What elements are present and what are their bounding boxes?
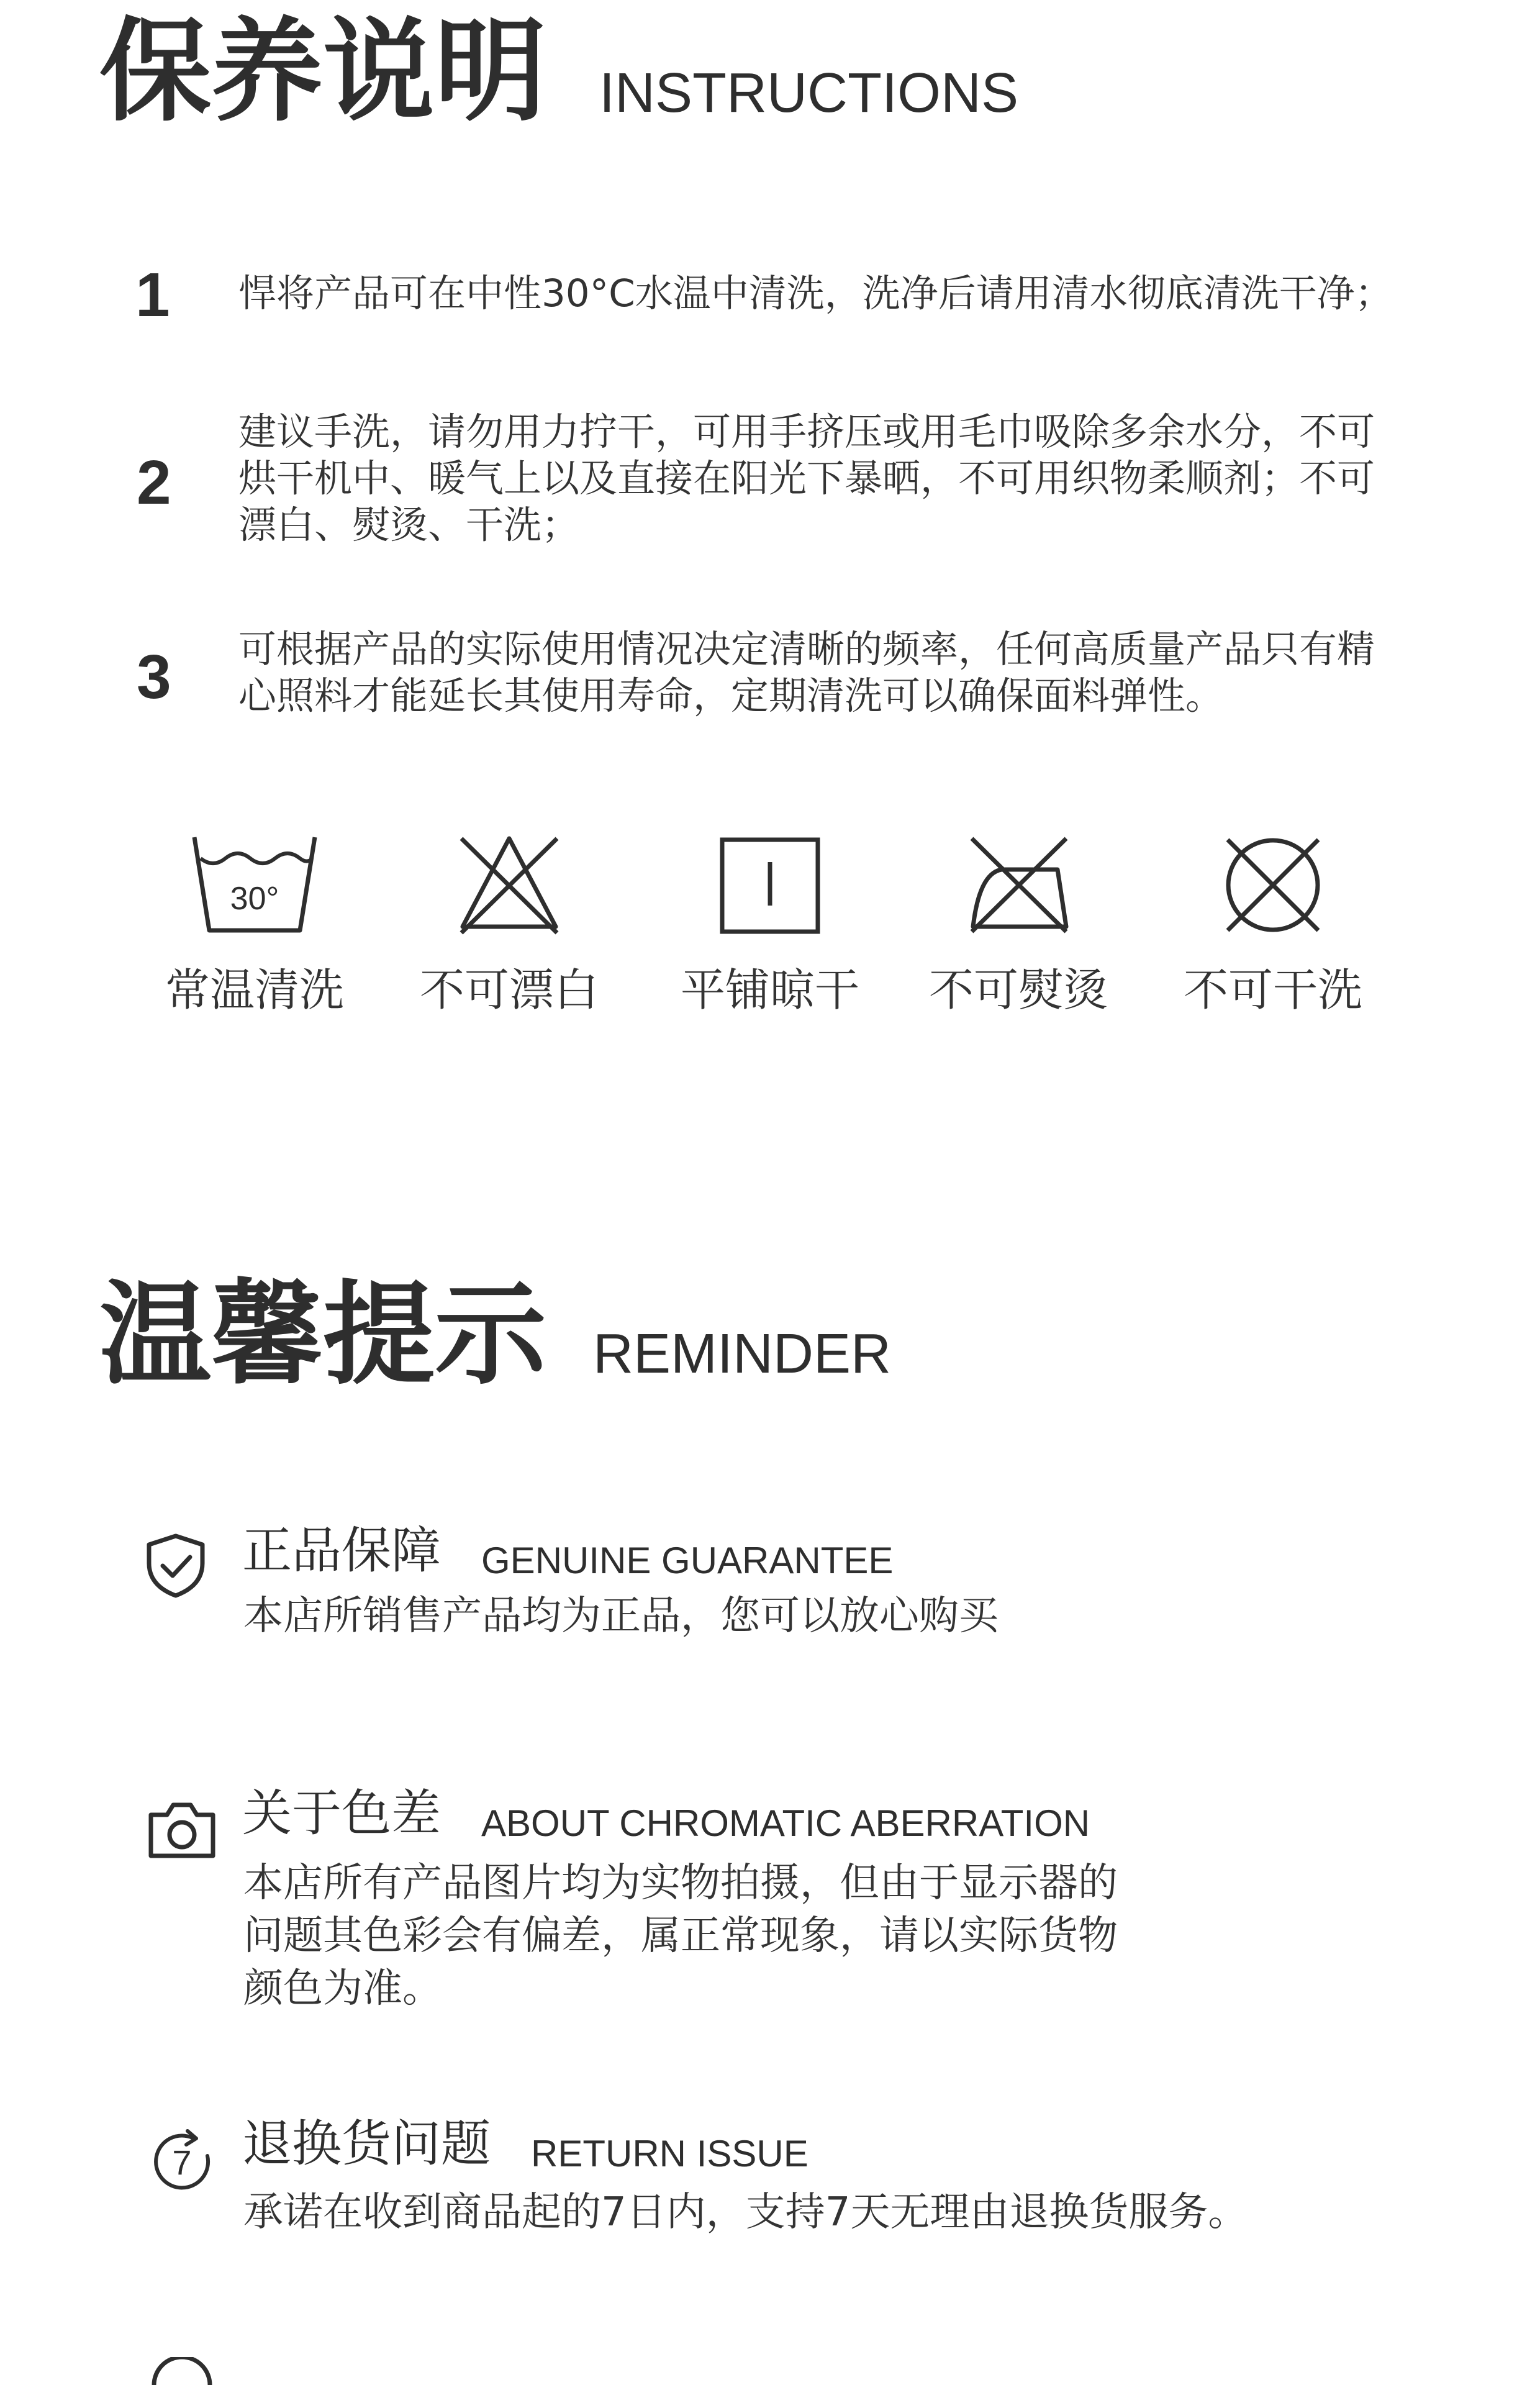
reminder-title-en-color: ABOUT CHROMATIC ABERRATION: [481, 1802, 1090, 1844]
no-iron-icon: [966, 832, 1071, 938]
reminder-title-return: 退换货问题: [242, 2115, 491, 2173]
instructions-title-en: INSTRUCTIONS: [599, 62, 1018, 124]
wash-30-icon: [189, 832, 320, 938]
care-item-no-iron: [913, 832, 1124, 1037]
wash-temp-label: 30°: [230, 881, 279, 917]
care-label-wash: 常温清洗: [165, 964, 344, 1016]
flat-dry-icon: [717, 832, 823, 938]
care-label-flat-dry: 平铺晾干: [680, 964, 859, 1016]
reminder-title-en-genuine: GENUINE GUARANTEE: [481, 1540, 894, 1581]
instruction-number-3: 3: [137, 642, 171, 712]
instruction-text-1: 悍将产品可在中性30°C水温中清洗，洗净后请用清水彻底清洗干净；: [238, 271, 1393, 316]
instruction-number-1: 1: [135, 260, 170, 330]
care-item-no-bleach: [404, 832, 615, 1037]
reminder-title-color: 关于色差: [242, 1784, 441, 1842]
no-dry-clean-icon: [1220, 832, 1326, 938]
care-item-wash: [149, 832, 360, 1037]
instructions-title: 保养说明: [99, 7, 547, 137]
instruction-number-2: 2: [137, 448, 171, 517]
care-item-no-dry-clean: [1167, 832, 1379, 1037]
instruction-text-3: 可根据产品的实际使用情况决定清晰的频率，任何高质量产品只有精 心照料才能延长其使用寿命，定期清洗可以确保面料弹性。: [238, 627, 1375, 718]
camera-icon: [145, 1795, 219, 1863]
return-7-icon: [148, 2127, 216, 2196]
reminder-title: 温馨提示: [99, 1270, 547, 1400]
next-item-icon: [148, 2357, 216, 2385]
care-label-no-bleach: 不可漂白: [419, 964, 599, 1016]
instruction-text-2: 建议手洗，请勿用力拧干，可用手挤压或用毛巾吸除多余水分，不可 烘干机中、暖气上以及直接在阳光下暴晒，不可用织物柔顺剂；不可 漂白、熨烫、干洗；: [238, 410, 1375, 547]
no-bleach-icon: [456, 832, 562, 938]
care-label-no-iron: 不可熨烫: [928, 964, 1108, 1016]
care-label-no-dry-clean: 不可干洗: [1183, 964, 1362, 1016]
return-days-badge: 7: [172, 2143, 192, 2182]
shield-check-icon: [142, 1531, 210, 1599]
reminder-body-color: 本店所有产品图片均为实物拍摄，但由于显示器的 问题其色彩会有偏差，属正常现象，请以实际货物 颜色为准。: [243, 1860, 1118, 2012]
care-item-flat-dry: [664, 832, 876, 1037]
reminder-title-en: REMINDER: [593, 1323, 892, 1385]
reminder-body-return: 承诺在收到商品起的7日内，支持7天无理由退换货服务。: [243, 2189, 1248, 2235]
reminder-body-genuine: 本店所销售产品均为正品，您可以放心购买: [243, 1593, 999, 1639]
reminder-title-genuine: 正品保障: [242, 1522, 441, 1579]
reminder-title-en-return: RETURN ISSUE: [531, 2133, 808, 2174]
